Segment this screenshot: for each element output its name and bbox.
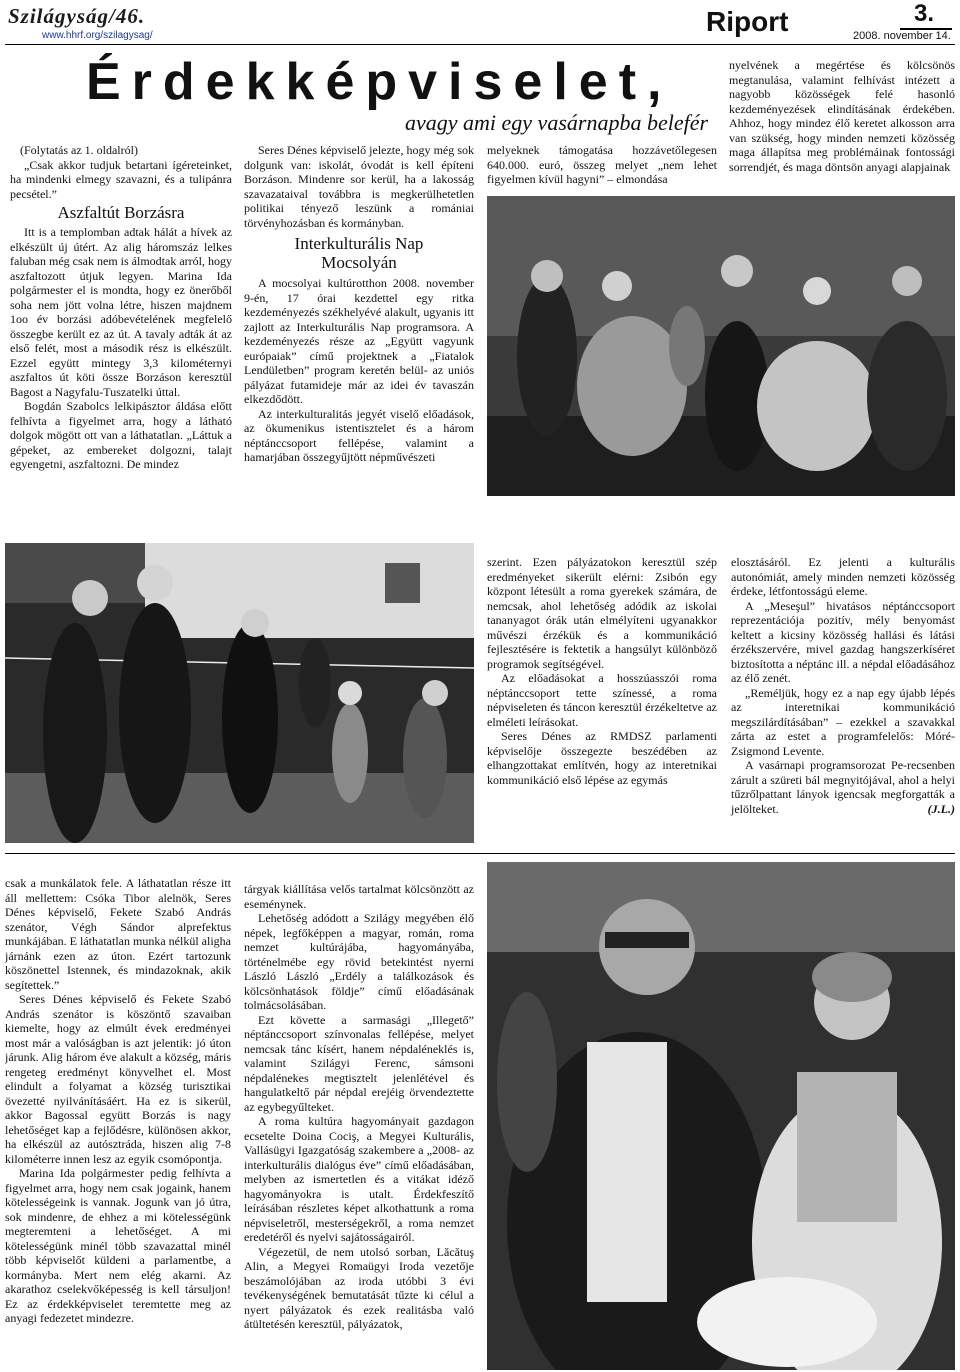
column-3-middle xyxy=(487,555,717,787)
paragraph: Az interkulturalitás jegyét viselő előadások, az ökumenikus istentisztelet és a három néptánccsoport fellépése, valamint a hamarjában összegyűjtött népművészeti xyxy=(244,406,474,464)
paragraph: A roma kultúra hagyományait gazdagon ecsetelte Doina Cociş, a Megyei Kulturális, Vallásügyi Igazgatóság szakembere a „2008- az interkulturális dialógus éve” című előadásában, melyben az ismertetlen és a vitákat idéző hagyományokra is utalt. Érdekfeszítő leírásában részletes képet alkothattunk a roma népviseletről, mesterségekről, a roma nemzet eredetéről és nyelvi sajátosságairól. xyxy=(244,1114,474,1244)
paragraph xyxy=(731,758,955,816)
section-divider xyxy=(5,853,955,854)
column-2-top xyxy=(244,143,474,465)
paragraph: „Reméljük, hogy ez a nap egy újabb lépés az interetnikai kommunikáció megszilárdításában” – ezekkel a szavakkal zárta az estet a programfelelős: Móré-Zsigmond Levente. xyxy=(731,685,955,758)
column-2-bottom xyxy=(244,882,474,1370)
paragraph: nyelvének a megértése és kölcsönös megtanulása, valamint felhívást intézett a nagyobb közösségek felé hasonló kezdeményezések elindításának érdekében. Ahhoz, hogy mindez élő keretet alkosson arra van szükség, hogy minden nemzeti közösség maga állapítsa meg problémáinak fontossági sorrendjét, és maga döntsön anyagi alapjainak xyxy=(729,58,955,174)
column-1-top xyxy=(10,143,232,472)
paragraph-text: A vasárnapi programsorozat Pe-recsenben zárult a szüreti bál megnyitójával, ahol a helyi tűzrőlpattant lányok igencsak megforgatták a jelölteket. xyxy=(731,758,955,816)
paragraph: Végezetül, de nem utolsó sorban, Lăcătuş Alin, a Megyei Romaügyi Iroda vezetője beszámolójában az iroda utóbbi 3 évi tevékenységének bemutatását tűzte ki célul a nyert pályázatok és ezek realitásba való átültetésén keresztül, pályázatok, xyxy=(244,1244,474,1331)
website-link[interactable]: www.hhrf.org/szilagysag/ xyxy=(42,30,153,41)
photo-couple-dancing-image xyxy=(487,862,955,1370)
paragraph: Seres Dénes képviselő és Fekete Szabó András szenátor is köszöntő szavaiban kiemelte, hogy az elmúlt évek eredményei most már a valóságban is azt jelentik: jó úton járunk. Alig három éve alakult a község, máris rengeteg eredményt könyvelhet el. Most elindult a folyamat a község turisztikai övezetté nyilvánításáért. Ha ez is sikerül, akkor Bagossal együtt Borzás is nagy lehetőséget kap a fejlődésre, különösen akkor, ha elkészül az autósztráda, hiszen alig 7-8 kilométerre innen lesz az egyik csomópontja. xyxy=(5,992,231,1166)
photo-ribbon-cutting-image xyxy=(5,543,474,843)
photo-folk-dancers xyxy=(487,196,955,496)
paragraph: Ezt követte a sarmasági „Illegető” néptánccsoport színvonalas fellépése, melyet nemcsak tánc kísért, hanem népdaléneklés is, valamint Szilágyi Ferenc, sámsoni népdalénekes megtisztelt jelenlétével és hangulatkeltő pár népdal erejéig örvendeztette az egybegyűlteket. xyxy=(244,1012,474,1114)
author-signature: (J.L.) xyxy=(927,801,955,816)
paragraph: Itt is a templomban adtak hálát a hívek az elkészült új útért. Az alig háromszáz lelkes faluban még csak nem is álmodtak arról, hogy aszfaltozott útjuk legyen. Marina Ida polgármester el is mondta, hogy ez önerőből soha nem jött volna létre, hiszen majdnem 1oo év borzási adóbevételének megfelelő összegbe került ez az út. A tavaly adták át az első felét, most a második rész is elkészült. Ezzel együtt mintegy 3,3 kilométernyi aszfaltos út köti össze Borzáson keresztül Bagost a Nagyfalu-Tuszatelki úttal. xyxy=(10,225,232,399)
paragraph: Bogdán Szabolcs lelkipásztor áldása előtt felhívta a figyelmet arra, hogy a látható dolgok mögött ott van a láthatatlan. „Láttuk a gépeket, az embereket dolgozni, talajt egyengetni, aszfaltozni. De mindez xyxy=(10,399,232,471)
paragraph: melyeknek támogatása hozzávetőlegesen 640.000. euró, összeg melyet „nem lehet figyelmen kívül hagyni” – elmondása xyxy=(487,143,717,186)
column-4-middle xyxy=(731,555,955,816)
section-title: Riport xyxy=(706,6,789,37)
paragraph: A „Meseşul” hivatásos néptánccsoport reprezentációja pozitív, mély benyomást keltett a kicsiny közösség hallási és látási érzékszervére, mivel gazdag hangszerkíséret biztosította a néptánc ill. a népdal előadásához az élő zenét. xyxy=(731,598,955,685)
paragraph: Seres Dénes az RMDSZ parlamenti képviselője összegezte beszédében az elhangzottakat említvén, hogy az interetnikai kommunikáció első lépése az egymás xyxy=(487,729,717,787)
subheadline: avagy ami egy vasárnapba belefér xyxy=(405,110,709,135)
photo-ribbon-cutting xyxy=(5,543,474,843)
masthead: Szilágyság/46. xyxy=(8,4,146,28)
subtitle-aszfaltut: Aszfaltút Borzásra xyxy=(57,203,185,222)
issue-date: 2008. november 14. xyxy=(853,30,951,42)
paragraph: „Csak akkor tudjuk betartani ígéreteinket, ha mindenki elmegy szavazni, és a tulipánra pecsétel.” xyxy=(10,157,232,201)
photo-folk-dancers-image xyxy=(487,196,955,496)
photo-couple-dancing xyxy=(487,862,955,1370)
paragraph: Lehetőség adódott a Szilágy megyében élő népek, legfőképpen a magyar, román, roma nemzet kultúrájába, hagyományába, történelmébe egy rövid betekintést nyerni László László „Erdély a találkozások és kölcsönhatások földje” című előadásának tolmácsolásában. xyxy=(244,911,474,1012)
header-rule xyxy=(5,44,955,45)
paragraph: elosztásáról. Ez jelenti a kulturális autonómiát, amely minden nemzeti közösség érdeke, létfontosságú eleme. xyxy=(731,555,955,598)
page-number: 3. xyxy=(914,0,935,27)
paragraph: tárgyak kiállítása velős tartalmat kölcsönzött az eseménynek. xyxy=(244,882,474,911)
column-1-bottom xyxy=(5,876,231,1370)
paragraph: csak a munkálatok fele. A láthatatlan része itt áll mellettem: Csóka Tibor alelnök, Seres Dénes képviselő, Fekete Szabó András szenátor, Végh Sándor alprefektus munkájában. E láthatatlan munka nélkül aligha járnánk ezen az úton. Ezért tartozunk köszönettel Istennek, és mindazoknak, akik segítettek.” xyxy=(5,876,231,992)
paragraph: Marina Ida polgármester pedig felhívta a figyelmet arra, hogy nem csak jogaink, hanem kötelességeink is vannak. Jogunk van jó útra, sok mindenre, de ehhez a mi kötelességünk megteremteni a lehetőséget. A mi kötelességünk minél több szavazattal minél több képviselőt küldeni a parlamentbe, a kormányba. Mert nem elég akarni. Az akarathoz cselekvőképesség is kell társuljon! Ez az érdekképviselet teremtette meg az anyagi fedezetet mindezre. xyxy=(5,1166,231,1325)
subtitle-interkulturalis: Interkulturális Nap Mocsolyán xyxy=(294,234,424,272)
column-4-top xyxy=(729,58,955,174)
paragraph: szerint. Ezen pályázatokon keresztül szép eredményeket sikerült elérni: Zsibón egy központ létesült a roma gyerekek számára, de nemcsak, ahol lehetőség adódik az iskolai tananyagot órák után elmélyíteni ugyanakkor művészi érzékük és a kommunikáció fejlesztésére is fektetik a hangsúlyt különböző programok segítségével. xyxy=(487,555,717,671)
headline: Érdekképviselet, xyxy=(86,53,673,111)
column-3-top xyxy=(487,143,717,187)
paragraph: Az előadásokat a hosszúasszói roma néptánccsoport tette színessé, a roma népviseleten és táncon keresztül érzékeltetve az elméleti leírásokat. xyxy=(487,671,717,729)
paragraph: A mocsolyai kultúrotthon 2008. november 9-én, 17 órai kezdettel egy ritka kezdeményezés székhelyévé alakult, ugyanis itt zajlott az Interkulturális Nap programsora. A kezdeményezés része az „Együtt vagyunk európaiak” című projektnek a „Fiatalok Lendületben” program keretén belül- az uniós pályázat futamideje már az idei év tavaszán elkezdődött. xyxy=(244,276,474,406)
paragraph: Seres Dénes képviselő jelezte, hogy még sok dolgunk van: iskolát, óvodát is kell építeni Borzáson. Mindenre sor kerül, ha a lakosság szavazataival továbbra is megkerülhetetlen politikai tényező leszünk a romániai törvényhozásban és kormányban. xyxy=(244,143,474,230)
continuation-note: (Folytatás az 1. oldalról) xyxy=(20,143,138,157)
